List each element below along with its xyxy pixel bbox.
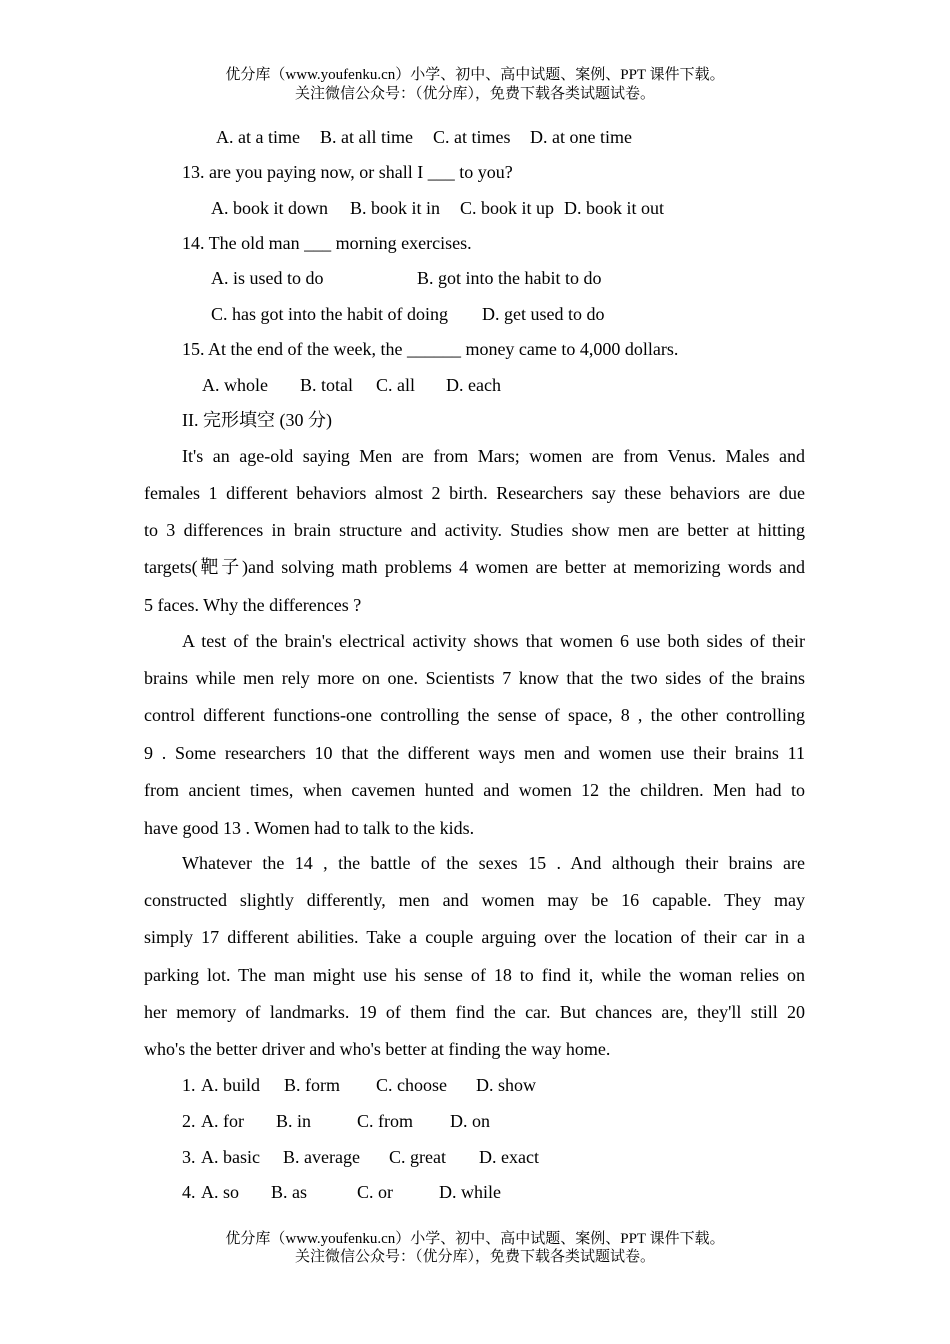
cloze-q1-option-b: B. form	[284, 1075, 340, 1095]
cloze-q3-option-c: C. great	[389, 1147, 446, 1167]
q13-option-a: A. book it down	[211, 198, 328, 218]
paragraph-line: simply 17 different abilities. Take a couple arguing over the location of their car in a	[144, 927, 805, 947]
paragraph-line: have good 13 . Women had to talk to the kids.	[144, 818, 475, 838]
cloze-q3-option-b: B. average	[283, 1147, 360, 1167]
paragraph-line: Whatever the 14 , the battle of the sexes 15 . And although their brains are	[182, 853, 805, 873]
q15-stem: 15. At the end of the week, the ______ money came to 4,000 dollars.	[182, 339, 679, 359]
cloze-q3-option-a: A. basic	[201, 1147, 260, 1167]
q12-option-c: C. at times	[433, 127, 511, 147]
q14-option-b: B. got into the habit to do	[417, 268, 602, 288]
cloze-q3-option-d: D. exact	[479, 1147, 539, 1167]
cloze-q2-option-b: B. in	[276, 1111, 312, 1131]
cloze-q4-option-c: C. or	[357, 1182, 393, 1202]
cloze-q2-option-c: C. from	[357, 1111, 413, 1131]
header-line-2: 关注微信公众号：（优分库），免费下载各类试题试卷。	[294, 86, 655, 102]
q15-option-d: D. each	[446, 375, 501, 395]
q12-option-a: A. at a time	[216, 127, 300, 147]
paragraph-line: brains while men rely more on one. Scientists 7 know that the two sides of the brains	[144, 668, 805, 688]
paragraph-line: A test of the brain's electrical activity shows that women 6 use both sides of their	[182, 631, 805, 651]
header-line-1: 优分库（www.youfenku.cn）小学、初中、高中试题、案例、PPT 课件下载。	[225, 67, 725, 83]
q14-option-a: A. is used to do	[211, 268, 324, 288]
paragraph-line: from ancient times, when cavemen hunted and women 12 the children. Men had to	[144, 780, 805, 800]
paragraph-line: targets(靶子)and solving math problems 4 women are better at memorizing words and	[144, 557, 805, 577]
paragraph-line: 5 faces. Why the differences ?	[144, 595, 362, 615]
paragraph-line: It's an age-old saying Men are from Mars; women are from Venus. Males and	[182, 446, 805, 466]
cloze-q2-option-d: D. on	[450, 1111, 490, 1131]
q15-option-c: C. all	[376, 375, 415, 395]
paragraph-line: control different functions-one controlling the sense of space, 8 , the other controlling	[144, 705, 805, 725]
q14-option-c: C. has got into the habit of doing	[211, 304, 448, 324]
footer-line-2: 关注微信公众号：（优分库），免费下载各类试题试卷。	[294, 1249, 655, 1265]
q13-stem: 13. are you paying now, or shall I ___ to you?	[182, 162, 513, 182]
q15-option-a: A. whole	[202, 375, 268, 395]
paragraph-line: parking lot. The man might use his sense of 18 to find it, while the woman relies on	[144, 965, 805, 985]
cloze-q1-option-d: D. show	[476, 1075, 537, 1095]
cloze-q2-number: 2.	[182, 1111, 196, 1131]
q13-option-c: C. book it up	[460, 198, 555, 218]
paragraph-line: to 3 differences in brain structure and activity. Studies show men are better at hitting	[144, 520, 805, 540]
footer-line-1: 优分库（www.youfenku.cn）小学、初中、高中试题、案例、PPT 课件下载。	[225, 1231, 725, 1247]
cloze-q4-option-a: A. so	[201, 1182, 240, 1202]
paragraph-line: females 1 different behaviors almost 2 birth. Researchers say these behaviors are due	[144, 483, 805, 503]
cloze-q4-option-b: B. as	[271, 1182, 307, 1202]
q13-option-b: B. book it in	[350, 198, 441, 218]
section-heading: II. 完形填空 (30 分)	[182, 410, 332, 430]
cloze-q1-option-a: A. build	[201, 1075, 261, 1095]
cloze-q4-option-d: D. while	[439, 1182, 501, 1202]
paragraph-line: 9 . Some researchers 10 that the different ways men and women use their brains 11	[144, 743, 805, 763]
q12-option-d: D. at one time	[530, 127, 632, 147]
cloze-q1-number: 1.	[182, 1075, 196, 1095]
cloze-q2-option-a: A. for	[201, 1111, 244, 1131]
q13-option-d: D. book it out	[564, 198, 665, 218]
q15-option-b: B. total	[300, 375, 353, 395]
paragraph-line: her memory of landmarks. 19 of them find the car. But chances are, they'll still 20	[144, 1002, 805, 1022]
q14-option-d: D. get used to do	[482, 304, 605, 324]
cloze-q4-number: 4.	[182, 1182, 196, 1202]
paragraph-line: who's the better driver and who's better at finding the way home.	[144, 1039, 611, 1059]
q12-option-b: B. at all time	[320, 127, 413, 147]
cloze-q1-option-c: C. choose	[376, 1075, 447, 1095]
paragraph-line: constructed slightly differently, men and women may be 16 capable. They may	[144, 890, 805, 910]
cloze-q3-number: 3.	[182, 1147, 196, 1167]
q14-stem: 14. The old man ___ morning exercises.	[182, 233, 472, 253]
